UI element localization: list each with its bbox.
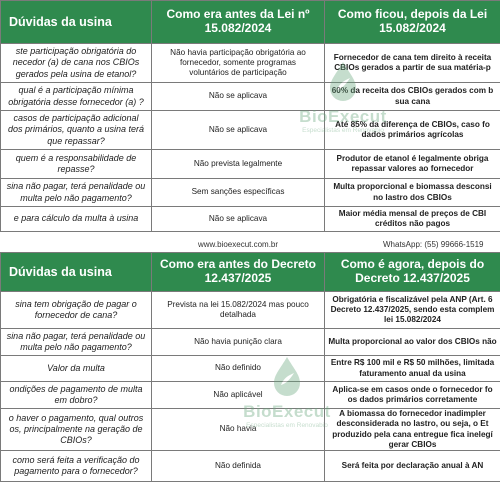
before-cell (152, 207, 325, 232)
after-cell-line: Será feita por declaração anual à AN (341, 460, 484, 470)
question-cell (1, 356, 152, 382)
after-cell-line: os dados primários corretamente (347, 395, 478, 404)
bioexecut-watermark-logo: BioExecut Especialistas em Renovabio (288, 60, 398, 134)
before-cell (152, 329, 325, 356)
question-cell-line: casos de participação adicional (13, 113, 139, 124)
question-cell-line: ste participação obrigatória do (15, 46, 137, 57)
after-cell-line: Multa proporcional e biomassa desconsi (333, 182, 492, 192)
after-cell-line: dados primários agrícolas (361, 130, 464, 139)
before-cell-line: Não havia (219, 424, 257, 434)
after-cell-line: CBIOs gerados a partir de sua matéria-p (334, 63, 491, 72)
table-row (1, 207, 500, 232)
before-cell (152, 382, 325, 409)
table-row (1, 83, 500, 111)
question-cell (1, 207, 152, 232)
question-cell-line: em dobro? (54, 395, 98, 405)
after-cell (325, 150, 500, 179)
website-link[interactable]: www.bioexecut.com.br (198, 240, 279, 249)
question-cell (1, 111, 152, 150)
after-cell-line: produzido pela cana entregue fica inelegí (332, 429, 493, 439)
after-cell-line: Produtor de etanol é legalmente obriga (336, 153, 489, 163)
before-cell-line: Não definida (215, 460, 261, 470)
question-cell (1, 83, 152, 111)
before-cell (152, 409, 325, 451)
question-cell-line: sina não pagar, terá penalidade ou (6, 181, 146, 192)
question-cell-line: multa pelo não pagamento? (20, 192, 132, 203)
header-antes: Como era antes da Lei nº 15.082/2024 (152, 1, 325, 44)
question-cell (1, 451, 152, 482)
after-cell-line: A biomassa do fornecedor inadimpler (339, 409, 486, 418)
question-cell-line: o haver o pagamento, qual outros (8, 412, 144, 423)
before-cell (152, 150, 325, 179)
table-row (1, 179, 500, 207)
header-depois: Como é agora, depois do Decreto 12.437/2025 (325, 253, 500, 292)
after-cell (325, 179, 500, 207)
table-row (1, 409, 500, 451)
question-cell (1, 150, 152, 179)
bioexecut-watermark-logo: BioExecut Especialistas em Renovabio (232, 355, 342, 429)
question-cell-line: sina tem obrigação de pagar o (15, 298, 137, 309)
table-row (1, 451, 500, 482)
question-cell-line: e para cálculo da multa à usina (13, 213, 139, 224)
question-cell-line: CBIOs? (60, 435, 92, 446)
before-cell (152, 83, 325, 111)
before-cell-line: Não se aplicava (208, 91, 268, 101)
after-cell-line: sua cana (394, 96, 431, 106)
question-cell-line: necedor (a) de cana nos CBIOs (12, 57, 140, 68)
question-cell (1, 329, 152, 356)
table-lei-15082 (0, 0, 500, 232)
question-cell-line: pagamento para o fornecedor? (14, 466, 138, 476)
table-row (1, 292, 500, 329)
after-cell-line: no lastro dos CBIOs (373, 192, 452, 202)
header-duvidas: Dúvidas da usina (1, 1, 152, 44)
after-cell-line: Maior média mensal de preços de CBI (338, 208, 487, 218)
question-cell-line: gerados pela usina de etanol? (15, 68, 137, 79)
before-cell-line: Não havia punição clara (194, 336, 282, 346)
table-row (1, 329, 500, 356)
before-cell (152, 44, 325, 83)
question-cell (1, 44, 152, 83)
before-cell-line: Não definido (215, 363, 261, 373)
question-cell (1, 409, 152, 451)
question-cell-line: fornecedor de cana? (34, 310, 118, 320)
before-cell-line: Não aplicável (213, 389, 263, 399)
question-cell-line: qual é a participação mínima (18, 85, 134, 96)
question-cell-line: como será feita a verificação do (12, 454, 140, 465)
question-cell-line: repasse? (57, 164, 95, 174)
table-row (1, 150, 500, 179)
before-cell-line: Não se aplicava (208, 213, 268, 223)
after-cell (325, 451, 500, 482)
after-cell-line: desconsiderada no lastro, ou seja, o Et (336, 419, 489, 429)
before-cell-line: Não havia participação obrigatória ao (170, 47, 306, 57)
after-cell-line: Até 85% da diferença de CBIOs, caso fo (335, 119, 490, 129)
after-cell-line: Entre R$ 100 mil e R$ 50 milhões, limitada (330, 358, 495, 368)
after-cell (325, 44, 500, 83)
after-cell-line: créditos não pagos (374, 219, 451, 228)
after-cell (325, 83, 500, 111)
whatsapp-contact[interactable]: WhatsApp: (55) 99666-1519 (383, 240, 484, 249)
after-cell-line: Fornecedor de cana tem direito à receita (333, 52, 492, 62)
table-row (1, 356, 500, 382)
question-cell-line: ondições de pagamento de multa (9, 383, 143, 394)
after-cell-line: Aplica-se em casos onde o fornecedor fo (332, 384, 493, 394)
question-cell-line: multa pelo não pagamento? (20, 342, 132, 352)
question-cell-line: Valor da multa (47, 362, 105, 373)
table-row (1, 382, 500, 409)
header-depois: Como ficou, depois da Lei 15.082/2024 (325, 1, 500, 44)
question-cell (1, 382, 152, 409)
after-cell-line: 60% da receita dos CBIOs gerados com b (331, 86, 494, 96)
after-cell (325, 382, 500, 409)
before-cell (152, 179, 325, 207)
table-row (1, 44, 500, 83)
before-cell-line: Não se aplicava (208, 124, 268, 134)
before-cell-line: Prevista na lei 15.082/2024 mas pouco (167, 299, 309, 309)
after-cell (325, 207, 500, 232)
before-cell-line: detalhada (220, 310, 256, 319)
after-cell (325, 111, 500, 150)
before-cell (152, 292, 325, 329)
before-cell-line: voluntários de participação (189, 68, 287, 78)
after-cell (325, 356, 500, 382)
header-duvidas: Dúvidas da usina (1, 253, 152, 292)
after-cell-line: Multa proporcional ao valor dos CBIOs não (328, 336, 497, 346)
question-cell-line: que repassar? (47, 135, 105, 146)
after-cell-line: faturamento anual da usina (359, 368, 466, 378)
question-cell-line: quem é a responsabilidade de (15, 152, 137, 163)
before-cell (152, 356, 325, 382)
after-cell (325, 409, 500, 451)
before-cell (152, 111, 325, 150)
after-cell-line: Obrigatória e fiscalizável pela ANP (Art. 6 (332, 294, 493, 304)
before-cell-line: Sem sanções específicas (191, 187, 285, 197)
question-cell-line: obrigatória desse fornecedor (a) ? (8, 96, 144, 107)
table-decreto-12437 (0, 252, 500, 482)
before-cell (152, 451, 325, 482)
header-antes: Como era antes do Decreto 12.437/2025 (152, 253, 325, 292)
question-cell-line: os, principalmente na geração de (9, 423, 143, 434)
footer-contact (0, 239, 500, 251)
after-cell-line: gerar CBIOs (388, 439, 437, 449)
question-cell-line: dos primários, quanto a usina terá (7, 124, 145, 135)
after-cell-line: lei 15.082/2024 (384, 315, 441, 325)
after-cell (325, 329, 500, 356)
table-header-row (1, 1, 500, 44)
question-cell-line: sina não pagar, terá penalidade ou (6, 330, 146, 341)
question-cell (1, 179, 152, 207)
before-cell-line: fornecedor, somente programas (179, 57, 297, 67)
question-cell (1, 292, 152, 329)
after-cell (325, 292, 500, 329)
before-cell-line: Não prevista legalmente (193, 158, 283, 168)
after-cell-line: repassar valores ao fornecedor (351, 164, 474, 173)
table-header-row (1, 253, 500, 292)
after-cell-line: Decreto 12.437/2025, sendo esta complem (330, 304, 495, 314)
table-row (1, 111, 500, 150)
